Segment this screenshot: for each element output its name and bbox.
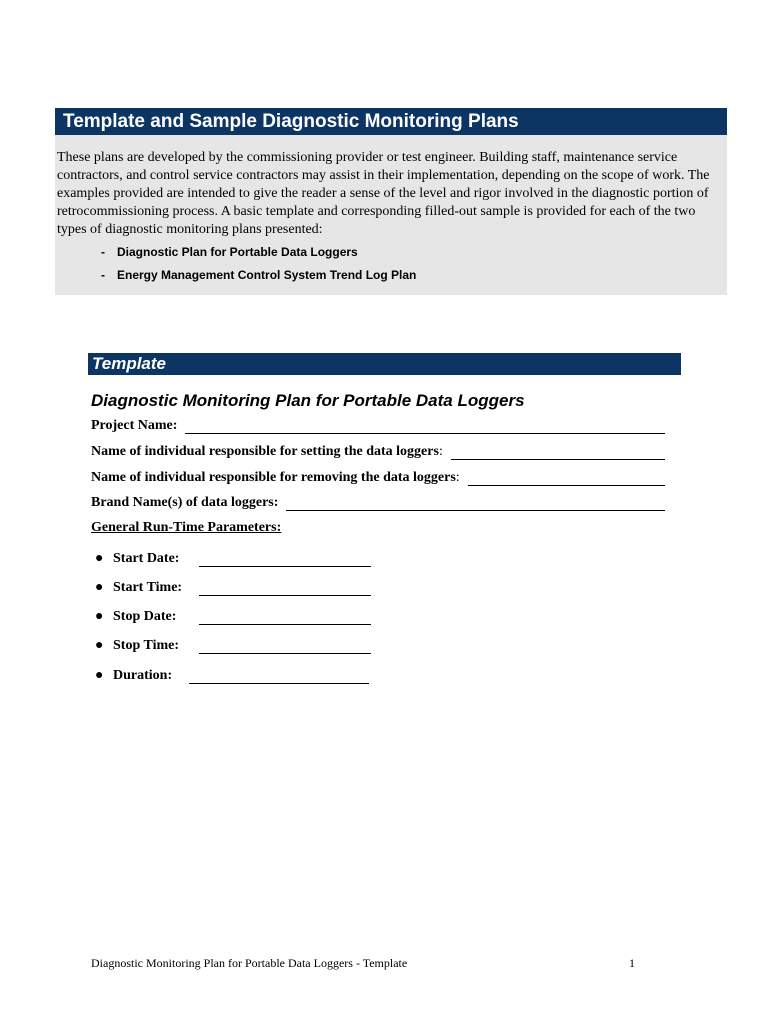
field-colon: : [438, 444, 443, 459]
bullet-icon: ● [95, 609, 104, 624]
duration-field[interactable] [95, 664, 369, 684]
setter-name-field[interactable] [91, 440, 665, 460]
plan-title: Diagnostic Monitoring Plan for Portable Data Loggers [91, 391, 525, 410]
field-label: Name of individual responsible for setting the data loggers [91, 444, 439, 459]
blank-line[interactable] [199, 610, 371, 625]
field-label: Project Name: [91, 418, 178, 433]
blank-line[interactable] [199, 639, 371, 654]
blank-line[interactable] [199, 552, 371, 567]
field-label: Name of individual responsible for removing the data loggers [91, 470, 456, 485]
plan-types-list [101, 243, 416, 289]
field-label: Stop Date: [113, 609, 177, 624]
page-footer [91, 955, 635, 971]
stop-date-field[interactable] [95, 605, 371, 625]
start-time-field[interactable] [95, 576, 371, 596]
brand-name-field[interactable] [91, 491, 665, 511]
template-section-banner: Template [88, 353, 681, 375]
bullet-icon: ● [95, 551, 104, 566]
field-label: Start Date: [113, 551, 180, 566]
bullet-icon: ● [95, 580, 104, 595]
blank-line[interactable] [199, 581, 371, 596]
list-item [101, 243, 416, 266]
blank-line[interactable] [468, 471, 665, 486]
list-item [101, 266, 416, 289]
blank-line[interactable] [451, 445, 665, 460]
blank-line[interactable] [189, 669, 369, 684]
bullet-icon: ● [95, 638, 104, 653]
field-label: Stop Time: [113, 638, 179, 653]
list-item-label: Energy Management Control System Trend Log Plan [117, 268, 417, 282]
remover-name-field[interactable] [91, 466, 665, 486]
stop-time-field[interactable] [95, 634, 371, 654]
dash-marker: - [101, 268, 105, 282]
dash-marker: - [101, 245, 105, 259]
project-name-field[interactable] [91, 414, 665, 434]
field-colon: : [455, 470, 460, 485]
field-label: Start Time: [113, 580, 183, 595]
page-number: 1 [629, 956, 635, 970]
blank-line[interactable] [185, 419, 665, 434]
list-item-label: Diagnostic Plan for Portable Data Loggers [117, 245, 358, 259]
runtime-heading: General Run-Time Parameters: [91, 520, 282, 535]
field-label: Duration: [113, 668, 173, 683]
main-title-banner: Template and Sample Diagnostic Monitoring Plans [55, 108, 727, 135]
field-label: Brand Name(s) of data loggers: [91, 495, 279, 510]
intro-paragraph: These plans are developed by the commissioning provider or test engineer. Building staff, maintenance service contractors, and control service contractors may assist in their implementation, depending on the scope of work. The examples provided are intended to give the reader a sense of the level and rigor involved in the diagnostic portion of retrocommissioning process. A basic template and corresponding filled-out sample is provided for each of the two types of diagnostic monitoring plans presented: [57, 150, 710, 237]
bullet-icon: ● [95, 668, 104, 683]
blank-line[interactable] [286, 496, 665, 511]
footer-text: Diagnostic Monitoring Plan for Portable Data Loggers - Template [91, 956, 408, 970]
start-date-field[interactable] [95, 547, 371, 567]
